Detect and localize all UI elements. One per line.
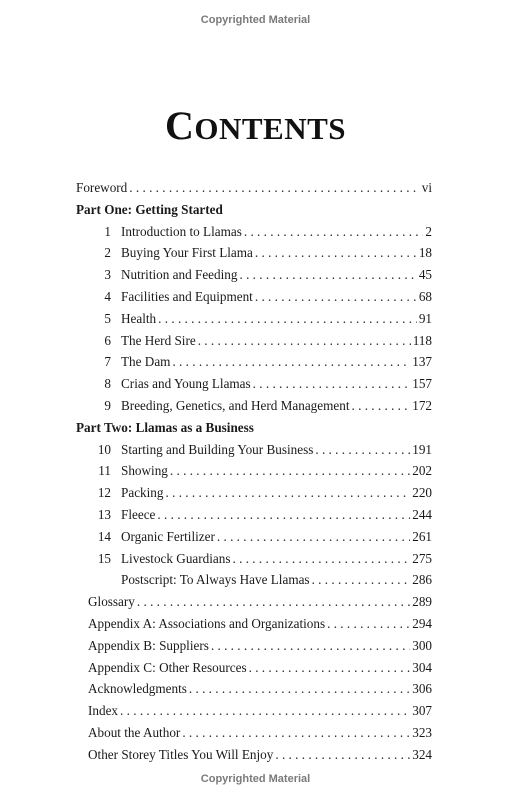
page-number: 220 — [412, 485, 432, 501]
page-number: 324 — [412, 746, 432, 762]
chapter-number: 8 — [104, 376, 111, 392]
entry-title: Facilities and Equipment — [121, 288, 253, 304]
dot-leader — [249, 657, 411, 679]
page-number: 294 — [412, 615, 432, 631]
dot-leader — [137, 591, 410, 613]
dot-leader — [120, 700, 410, 722]
dot-leader — [275, 744, 410, 766]
page-number: 307 — [412, 703, 432, 719]
page-number: 304 — [412, 659, 432, 675]
page-number: 202 — [412, 463, 432, 479]
toc-entry-row — [76, 678, 432, 700]
toc-chapter-row — [76, 526, 432, 548]
entry-title: Nutrition and Feeding — [121, 267, 238, 283]
page-number: 275 — [412, 550, 432, 566]
page-number: 2 — [425, 223, 432, 239]
dot-leader — [198, 330, 411, 352]
page-number: 157 — [412, 376, 432, 392]
entry-title: Introduction to Llamas — [121, 223, 242, 239]
chapter-number: 11 — [98, 463, 111, 479]
dot-leader — [211, 635, 410, 657]
page-number: 172 — [412, 397, 432, 413]
dot-leader — [158, 308, 417, 330]
entry-title: Packing — [121, 485, 164, 501]
chapter-number: 6 — [104, 332, 111, 348]
entry-title: Index — [88, 703, 119, 719]
entry-title: Acknowledgments — [88, 681, 187, 697]
entry-title: Glossary — [88, 594, 135, 610]
dot-leader — [166, 482, 411, 504]
entry-title: Livestock Guardians — [121, 550, 231, 566]
chapter-number: 15 — [97, 550, 111, 566]
chapter-number: 7 — [104, 354, 111, 370]
toc-entry-row — [76, 722, 432, 744]
page-number: 300 — [412, 637, 432, 653]
chapter-number: 4 — [104, 288, 111, 304]
entry-title: Appendix C: Other Resources — [88, 659, 247, 675]
entry-title: Showing — [121, 463, 168, 479]
page-number: 91 — [418, 310, 432, 326]
toc-entry-row — [76, 635, 432, 657]
dot-leader — [239, 264, 416, 286]
page-number: vi — [421, 180, 432, 195]
toc-chapter-row — [76, 548, 432, 570]
dot-leader — [327, 613, 410, 635]
chapter-number: 1 — [104, 223, 111, 239]
chapter-number: 9 — [104, 397, 111, 413]
entry-title: The Herd Sire — [121, 332, 196, 348]
entry-title: Crias and Young Llamas — [121, 376, 251, 392]
dot-leader — [189, 678, 410, 700]
page-number: 45 — [418, 267, 432, 283]
entry-title: Other Storey Titles You Will Enjoy — [88, 746, 274, 762]
dot-leader — [172, 351, 410, 373]
page-number: 261 — [412, 528, 432, 544]
toc-entry-row — [76, 591, 432, 613]
chapter-number: 14 — [97, 528, 111, 544]
entry-title: About the Author — [88, 724, 181, 740]
toc-chapter-row — [76, 221, 432, 243]
page-number: 286 — [412, 572, 432, 588]
page-number: 323 — [412, 724, 432, 740]
entry-title: Fleece — [121, 506, 156, 522]
dot-leader — [233, 548, 411, 570]
toc-chapter-row — [76, 242, 432, 264]
chapter-number: 12 — [97, 485, 111, 501]
entry-title: Postscript: To Always Have Llamas — [121, 572, 310, 588]
page-number: 244 — [412, 506, 432, 522]
chapter-number: 5 — [104, 310, 111, 326]
toc-chapter-row — [76, 330, 432, 352]
dot-leader — [182, 722, 410, 744]
title-rest: ONTENTS — [194, 111, 347, 146]
copyright-watermark-top: Copyrighted Material — [200, 14, 311, 26]
toc-entry-row — [76, 700, 432, 722]
dot-leader — [157, 504, 410, 526]
chapter-number: 10 — [97, 441, 111, 457]
page-number: 306 — [412, 681, 432, 697]
copyright-watermark-bottom: Copyrighted Material — [200, 773, 311, 785]
entry-title: Foreword — [76, 180, 128, 195]
dot-leader — [170, 460, 410, 482]
entry-title: Starting and Building Your Business — [121, 441, 314, 457]
part-title: Part One: Getting Started — [76, 201, 223, 217]
entry-title: Appendix B: Suppliers — [88, 637, 209, 653]
page-number: 18 — [418, 245, 432, 261]
dot-leader — [129, 177, 419, 199]
dot-leader — [312, 569, 411, 591]
entry-title: Breeding, Genetics, and Herd Management — [121, 397, 350, 413]
part-title: Part Two: Llamas as a Business — [76, 419, 254, 435]
toc-entry-row — [76, 177, 432, 199]
toc-chapter-row — [76, 439, 432, 461]
toc-chapter-row — [76, 504, 432, 526]
toc-chapter-row — [76, 351, 432, 373]
toc-entry-row — [76, 744, 432, 766]
toc-entry-row — [76, 657, 432, 679]
toc-chapter-row — [76, 460, 432, 482]
page-number: 289 — [412, 594, 432, 610]
dot-leader — [352, 395, 411, 417]
entry-title: Health — [121, 310, 157, 326]
dot-leader — [244, 221, 424, 243]
toc-chapter-row — [76, 482, 432, 504]
entry-title: The Dam — [121, 354, 171, 370]
page-number: 137 — [412, 354, 432, 370]
entry-title: Appendix A: Associations and Organizations — [88, 615, 326, 631]
toc-entry-row — [76, 569, 432, 591]
toc-part-heading — [76, 199, 432, 221]
page-number: 68 — [418, 288, 432, 304]
table-of-contents — [76, 177, 432, 766]
toc-chapter-row — [76, 308, 432, 330]
title-initial: C — [164, 103, 195, 148]
entry-title: Buying Your First Llama — [121, 245, 253, 261]
dot-leader — [255, 242, 417, 264]
chapter-number: 13 — [97, 506, 111, 522]
chapter-number: 2 — [104, 245, 111, 261]
page-title — [0, 102, 511, 149]
page-number: 118 — [412, 332, 432, 348]
toc-chapter-row — [76, 264, 432, 286]
page-number: 191 — [412, 441, 432, 457]
toc-chapter-row — [76, 286, 432, 308]
toc-chapter-row — [76, 373, 432, 395]
toc-part-heading — [76, 417, 432, 439]
toc-chapter-row — [76, 395, 432, 417]
dot-leader — [253, 373, 411, 395]
dot-leader — [255, 286, 417, 308]
dot-leader — [315, 439, 410, 461]
toc-entry-row — [76, 613, 432, 635]
entry-title: Organic Fertilizer — [121, 528, 215, 544]
dot-leader — [217, 526, 410, 548]
chapter-number: 3 — [104, 267, 111, 283]
